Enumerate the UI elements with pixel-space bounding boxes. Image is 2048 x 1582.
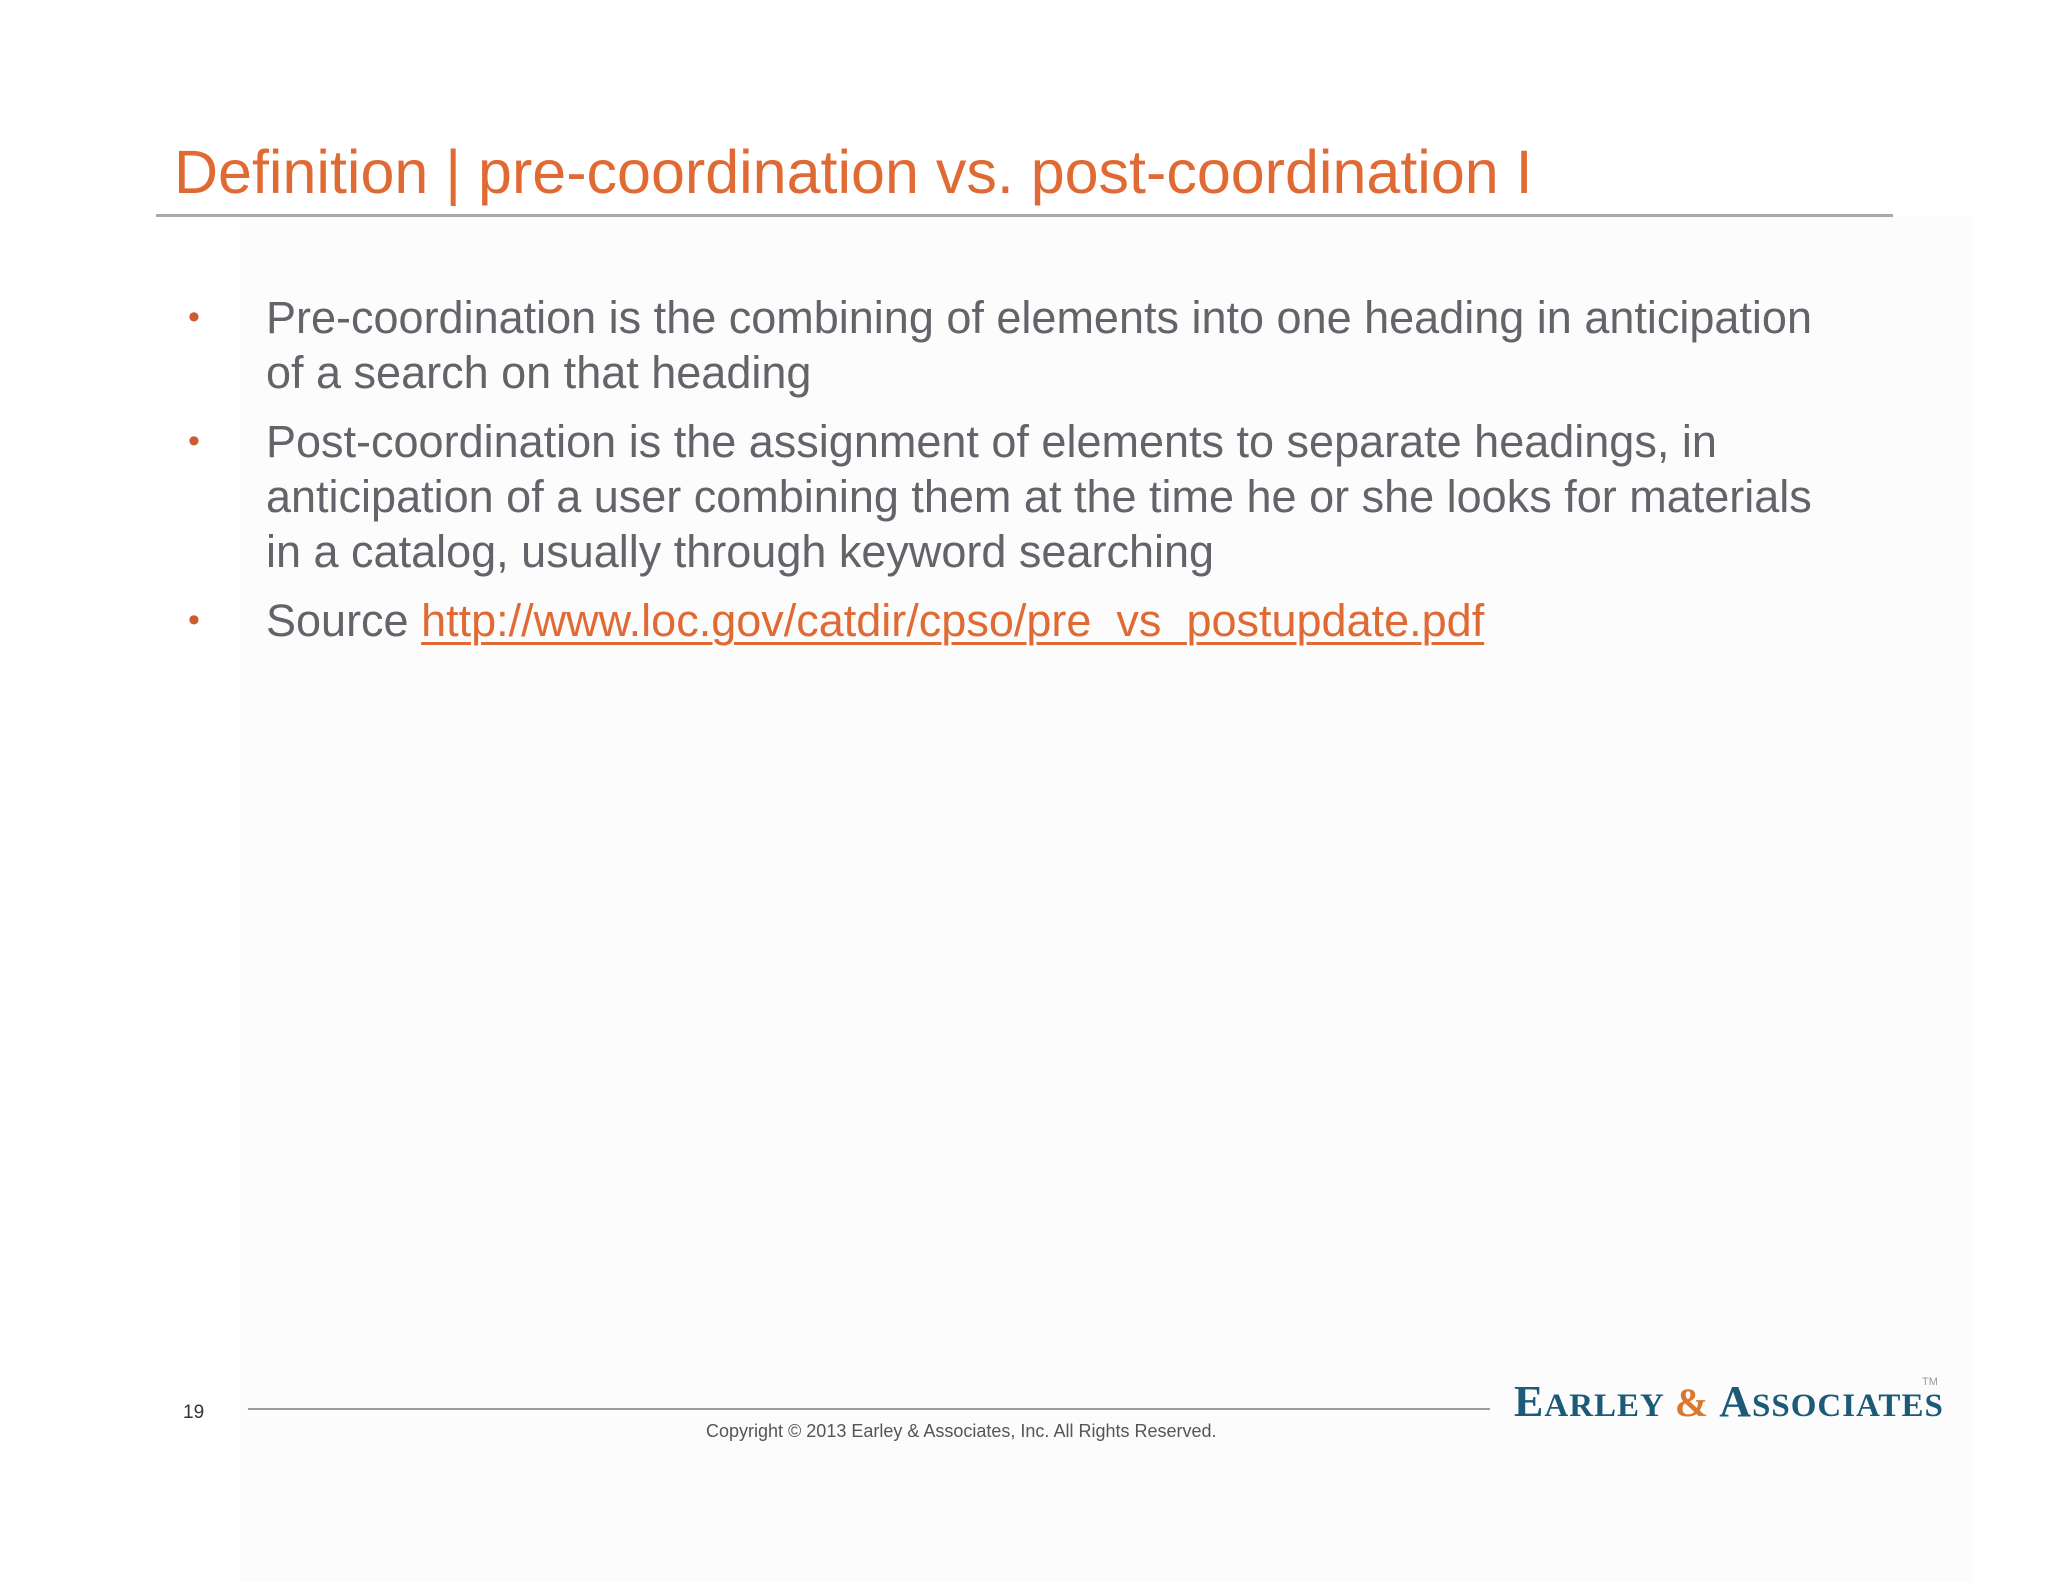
source-line: [266, 593, 1822, 648]
page-number: 19: [183, 1402, 205, 1423]
logo-trademark: TM: [1922, 1376, 1938, 1388]
footer-divider: [248, 1408, 1490, 1410]
logo-ampersand: &: [1674, 1380, 1710, 1425]
bullet-text: Pre-coordination is the combining of elements into one heading in anticipation of a search on that heading: [266, 292, 1812, 398]
bullet-item-pre-coordination: [182, 290, 1822, 400]
bullet-item-source: [182, 593, 1822, 648]
copyright-notice: Copyright © 2013 Earley & Associates, Inc. All Rights Reserved.: [706, 1421, 1217, 1441]
logo-word-associates: SSOCIATES: [1752, 1388, 1944, 1424]
bullet-marker: •: [188, 298, 200, 336]
bullet-list: [182, 290, 1822, 662]
bullet-item-post-coordination: [182, 414, 1822, 579]
bullet-marker: •: [188, 601, 200, 639]
company-logo: [1514, 1376, 1944, 1427]
logo-initial-a: A: [1719, 1377, 1752, 1426]
title-divider: [156, 214, 1893, 217]
logo-initial-e: E: [1514, 1377, 1545, 1426]
bullet-marker: •: [188, 422, 200, 460]
slide-title: Definition | pre-coordination vs. post-coordination I: [174, 138, 1533, 206]
source-link[interactable]: http://www.loc.gov/catdir/cpso/pre_vs_postupdate.pdf: [421, 595, 1485, 646]
source-label: Source: [266, 595, 422, 646]
bullet-text: Post-coordination is the assignment of elements to separate headings, in anticipation of a user combining them at the time he or she looks for materials in a catalog, usually through keyword searching: [266, 416, 1812, 577]
logo-word-earley: ARLEY: [1544, 1388, 1665, 1424]
